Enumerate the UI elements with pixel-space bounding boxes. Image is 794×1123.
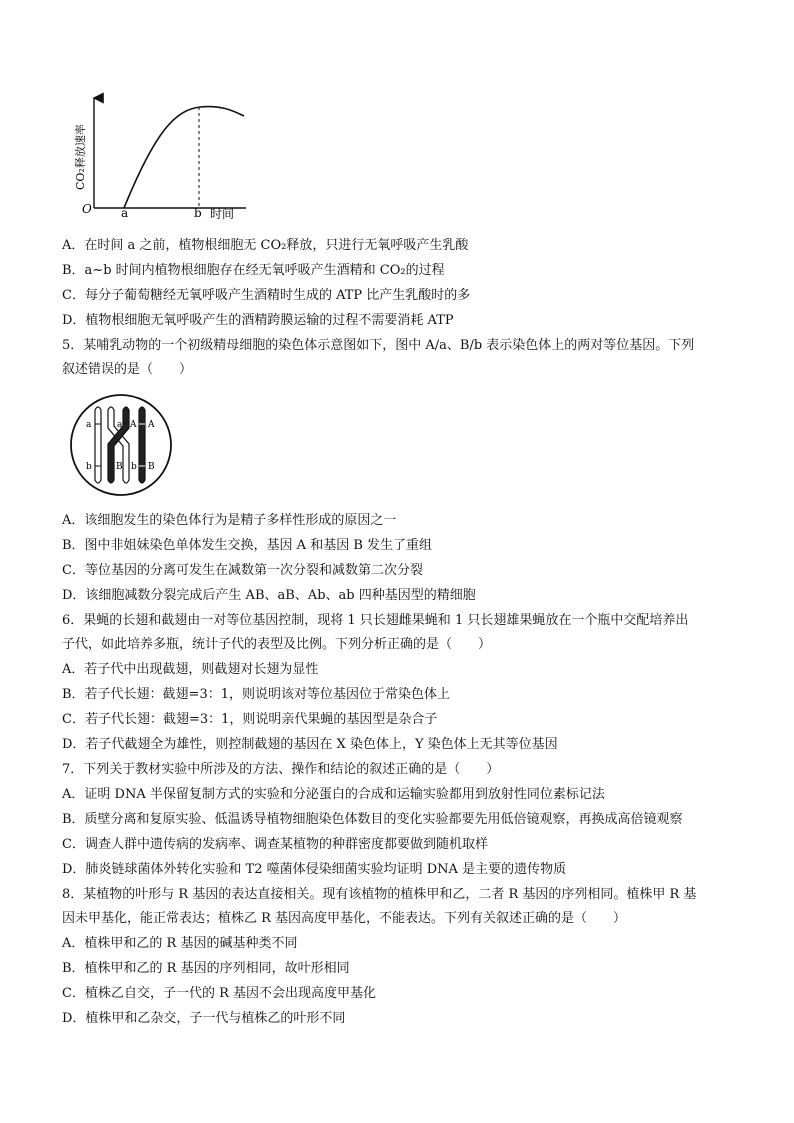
q4-option-d: D．植物根细胞无氧呼吸产生的酒精跨膜运输的过程不需要消耗 ATP bbox=[62, 313, 454, 328]
y-axis-label: CO₂释放速率 bbox=[74, 124, 87, 190]
tick-b-label: b bbox=[194, 206, 202, 220]
q6-option-b: B．若子代长翅：截翅=3：1，则说明该对等位基因位于常染色体上 bbox=[62, 687, 450, 702]
co2-rate-figure bbox=[60, 92, 260, 227]
gene-A-right: A bbox=[148, 420, 155, 430]
gene-A-mid: A bbox=[130, 420, 137, 430]
q6-option-c: C．若子代长翅：截翅=3：1，则说明亲代果蝇的基因型是杂合子 bbox=[62, 712, 438, 727]
q6-option-a: A．若子代中出现截翅，则截翅对长翅为显性 bbox=[62, 662, 319, 677]
q7-stem: 7．下列关于教材实验中所涉及的方法、操作和结论的叙述正确的是（ ） bbox=[62, 762, 500, 777]
q4-option-b: B．a~b 时间内植物根细胞存在经无氧呼吸产生酒精和 CO₂的过程 bbox=[62, 263, 445, 278]
x-axis-label: 时间 bbox=[210, 207, 235, 221]
q6-stem-line1: 6．果蝇的长翅和截翅由一对等位基因控制，现将 1 只长翅雌果蝇和 1 只长翅雄果蝇放在一个瓶中交配培养出 bbox=[62, 613, 689, 628]
co2-rate-graph bbox=[60, 92, 260, 227]
q8-stem-line1: 8．某植物的叶形与 R 基因的表达直接相关。现有该植物的植株甲和乙，二者 R 基因的序列相同。植株甲 R 基 bbox=[62, 887, 697, 902]
gene-b-mid: b bbox=[131, 462, 137, 472]
chromatid-black-2 bbox=[139, 407, 145, 483]
q7-option-d: D．肺炎链球菌体外转化实验和 T2 噬菌体侵染细菌实验均证明 DNA 是主要的遗传物质 bbox=[62, 862, 567, 877]
chromosome-figure bbox=[66, 392, 178, 502]
cell-outline bbox=[71, 395, 171, 495]
q8-option-d: D．植株甲和乙杂交，子一代与植株乙的叶形不同 bbox=[62, 1011, 346, 1026]
q8-option-a: A．植株甲和乙的 R 基因的碱基种类不同 bbox=[62, 936, 298, 951]
gene-b-left: b bbox=[86, 462, 92, 472]
origin-label: O bbox=[82, 202, 92, 216]
q8-option-c: C．植株乙自交，子一代的 R 基因不会出现高度甲基化 bbox=[62, 986, 376, 1001]
tick-a-label: a bbox=[121, 206, 129, 220]
q7-option-c: C．调查人群中遗传病的发病率、调查某植物的种群密度都要做到随机取样 bbox=[62, 837, 488, 852]
gene-B-right: B bbox=[148, 462, 155, 472]
q6-option-d: D．若子代截翅全为雄性，则控制截翅的基因在 X 染色体上，Y 染色体上无其等位基因 bbox=[62, 737, 558, 752]
gene-a-mid: a bbox=[117, 420, 123, 430]
q6-stem-line2: 子代，如此培养多瓶，统计子代的表型及比例。下列分析正确的是（ ） bbox=[62, 637, 492, 652]
gene-B-mid1: B bbox=[116, 462, 123, 472]
gene-a-left: a bbox=[86, 420, 92, 430]
q5-option-c: C．等位基因的分离可发生在减数第一次分裂和减数第二次分裂 bbox=[62, 563, 423, 578]
q5-option-a: A．该细胞发生的染色体行为是精子多样性形成的原因之一 bbox=[62, 513, 397, 528]
q5-stem-line2: 叙述错误的是（ ） bbox=[62, 362, 193, 377]
q4-option-c: C．每分子葡萄糖经无氧呼吸产生酒精时生成的 ATP 比产生乳酸时的多 bbox=[62, 288, 471, 303]
q5-option-d: D．该细胞减数分裂完成后产生 AB、aB、Ab、ab 四种基因型的精细胞 bbox=[62, 588, 476, 603]
q8-option-b: B．植株甲和乙的 R 基因的序列相同，故叶形相同 bbox=[62, 961, 350, 976]
chromatid-white-1 bbox=[95, 407, 101, 483]
q7-option-a: A．证明 DNA 半保留复制方式的实验和分泌蛋白的合成和运输实验都用到放射性同位素标记法 bbox=[62, 787, 605, 802]
chromosome-diagram bbox=[66, 392, 178, 502]
q5-option-b: B．图中非姐妹染色单体发生交换，基因 A 和基因 B 发生了重组 bbox=[62, 538, 433, 553]
q4-option-a: A．在时间 a 之前，植物根细胞无 CO₂释放，只进行无氧呼吸产生乳酸 bbox=[62, 238, 469, 253]
q7-option-b: B．质壁分离和复原实验、低温诱导植物细胞染色体数目的变化实验都要先用低倍镜观察，再换成高倍镜观察 bbox=[62, 812, 683, 827]
q8-stem-line2: 因未甲基化，能正常表达；植株乙 R 基因高度甲基化，不能表达。下列有关叙述正确的是（ ） bbox=[62, 911, 627, 926]
rate-curve bbox=[124, 107, 244, 208]
q5-stem-line1: 5．某哺乳动物的一个初级精母细胞的染色体示意图如下，图中 A/a、B/b 表示染色体上的两对等位基因。下列 bbox=[62, 338, 695, 353]
